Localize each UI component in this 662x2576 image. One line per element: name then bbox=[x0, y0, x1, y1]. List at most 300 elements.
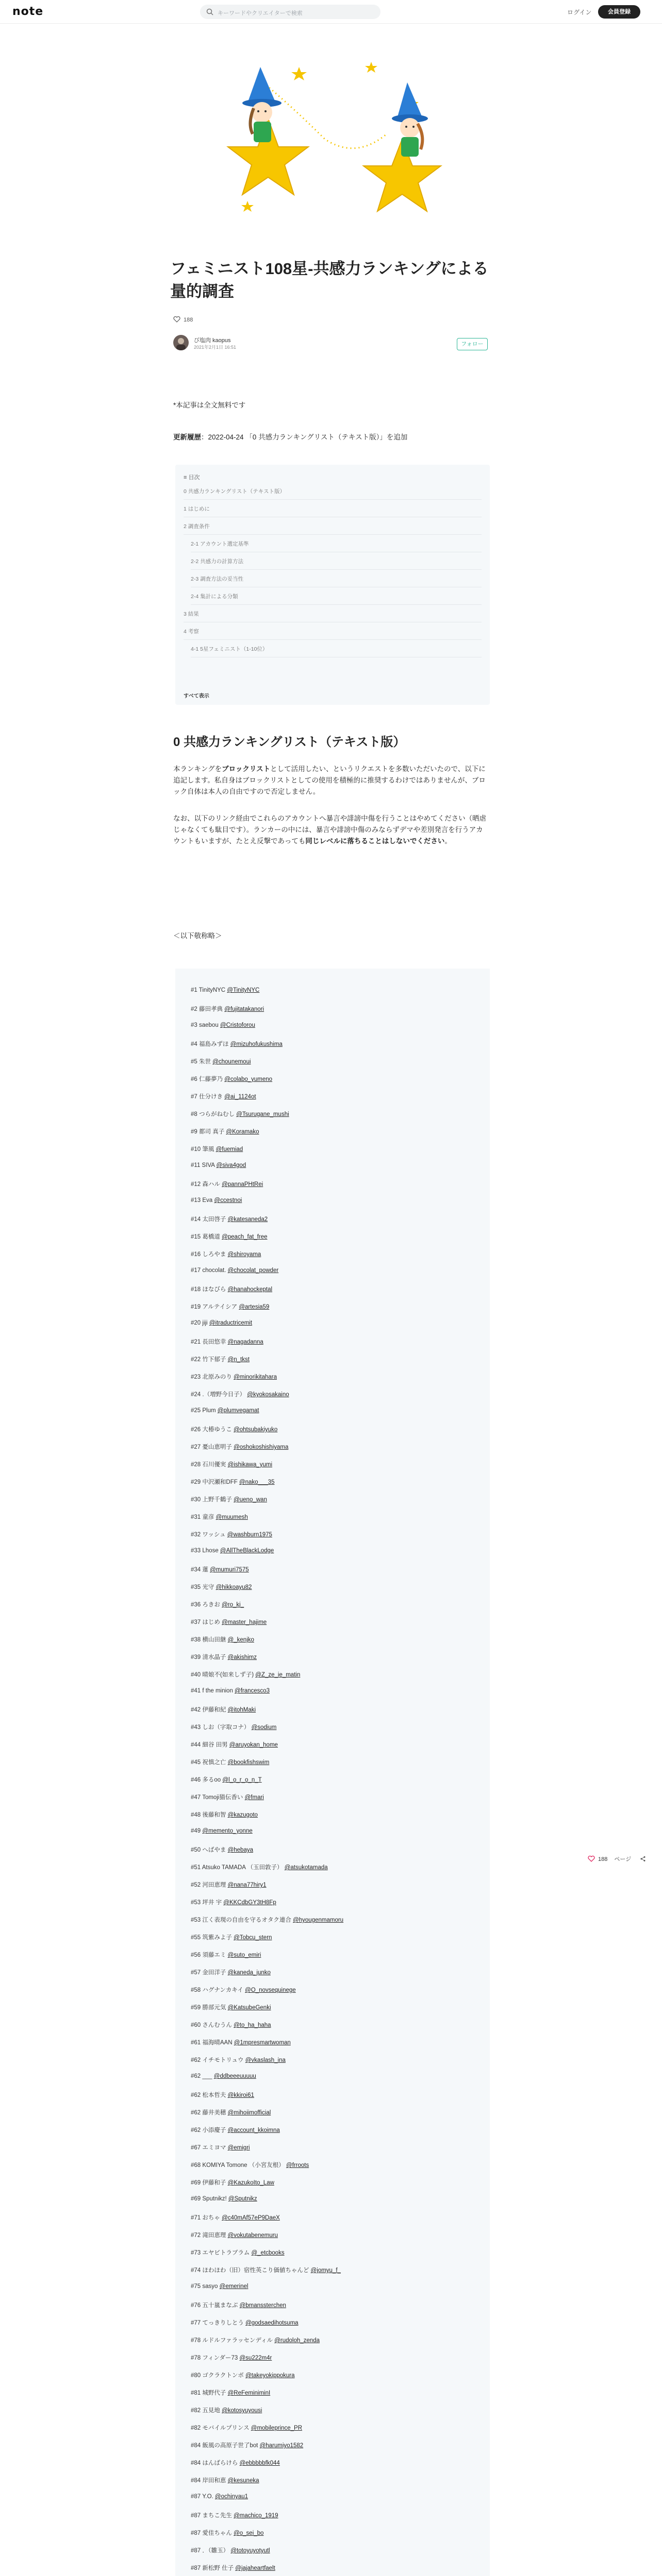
account-handle-link[interactable]: @KatsubeGenki bbox=[227, 2005, 271, 2011]
account-handle-link[interactable]: @fuemiad bbox=[216, 1146, 243, 1153]
rank-number: #87 bbox=[191, 2565, 203, 2571]
ranking-row bbox=[191, 1495, 267, 1503]
ranking-row bbox=[191, 2353, 272, 2362]
account-handle-link[interactable]: @O_novsequinege bbox=[245, 1987, 296, 1993]
account-name: 勝部元気 bbox=[202, 2005, 228, 2011]
account-name: ほなびら bbox=[202, 1286, 228, 1293]
rank-number: #84 bbox=[191, 2460, 203, 2466]
rank-number: #30 bbox=[191, 1497, 203, 1503]
account-handle-link[interactable]: @nana77hiry1 bbox=[227, 1882, 267, 1888]
account-name: 光守 bbox=[202, 1584, 216, 1590]
toc-item[interactable]: 3 結果 bbox=[184, 610, 482, 622]
floating-like-button[interactable]: 188 bbox=[588, 1856, 607, 1862]
ranking-row bbox=[191, 1302, 269, 1311]
rank-number: #4 bbox=[191, 1041, 199, 1047]
ranking-row bbox=[191, 1968, 271, 1976]
ranking-row bbox=[191, 1670, 300, 1679]
account-name: 葛橋道 bbox=[202, 1234, 222, 1240]
account-name: 新松野 仕子 bbox=[202, 2565, 236, 2571]
note-logo[interactable]: note bbox=[12, 5, 44, 18]
rank-number: #15 bbox=[191, 1234, 203, 1240]
account-name: 小添慶子 bbox=[202, 2127, 228, 2133]
rank-number: #75 bbox=[191, 2283, 203, 2290]
ranking-row bbox=[191, 2143, 250, 2151]
search-input[interactable] bbox=[200, 5, 380, 19]
account-handle-link[interactable]: @totoyuyotyutl bbox=[230, 2548, 270, 2554]
article-title: フェミニスト108星-共感力ランキングによる量的調査 bbox=[170, 260, 489, 300]
account-name: エミヨマ bbox=[202, 2145, 228, 2151]
rank-number: #18 bbox=[191, 1286, 203, 1293]
account-name: 松本哲夫 bbox=[202, 2092, 228, 2098]
account-name: 多るoo bbox=[202, 1777, 223, 1783]
account-name: しろやま bbox=[202, 1251, 228, 1258]
toc-show-all-button[interactable]: すべて表示 bbox=[184, 693, 209, 699]
signup-button[interactable]: 会員登録 bbox=[598, 5, 640, 19]
account-handle-link[interactable]: @TinityNYC bbox=[227, 987, 260, 993]
account-name: 童彦 bbox=[202, 1514, 216, 1520]
ranking-row bbox=[191, 1705, 256, 1714]
account-handle-link[interactable]: @ebbbbbfk044 bbox=[239, 2460, 280, 2466]
account-handle-link[interactable]: @ohtsubakiyuko bbox=[234, 1427, 278, 1433]
account-name: 須藤エミ bbox=[202, 1952, 228, 1958]
ranking-row bbox=[191, 1372, 277, 1381]
account-name: 竹下郁子 bbox=[202, 1357, 228, 1363]
rank-number: #61 bbox=[191, 2040, 203, 2046]
account-handle-link[interactable]: @ccestnoi bbox=[214, 1197, 242, 1204]
rank-number: #53 bbox=[191, 1900, 203, 1906]
ranking-row bbox=[191, 1758, 269, 1766]
account-handle-link[interactable]: @o_sei_bo bbox=[234, 2530, 264, 2536]
account-handle-link[interactable]: @sodium bbox=[251, 1724, 277, 1731]
ranking-row bbox=[191, 2371, 295, 2379]
account-name: Tomoji猫伝香い bbox=[202, 1794, 245, 1801]
toc-title[interactable]: ≡ 目次 bbox=[184, 474, 200, 481]
ranking-row bbox=[191, 2301, 286, 2309]
account-handle-link[interactable]: @hanahockeptal bbox=[227, 1286, 273, 1293]
rank-number: #7 bbox=[191, 1094, 199, 1100]
ranking-row bbox=[191, 1092, 256, 1100]
ranking-row bbox=[191, 2213, 280, 2222]
account-name: Eva bbox=[202, 1197, 214, 1204]
rank-number: #44 bbox=[191, 1742, 203, 1748]
account-name: ワッシュ bbox=[202, 1532, 227, 1538]
top-navigation-bar bbox=[0, 0, 662, 24]
account-handle-link[interactable]: @n_tkst bbox=[227, 1357, 250, 1363]
account-handle-link[interactable]: @harumiyo1582 bbox=[259, 2443, 304, 2449]
rank-number: #62 bbox=[191, 2057, 203, 2063]
account-handle-link[interactable]: @itohMaki bbox=[227, 1707, 256, 1713]
account-handle-link[interactable]: @suto_emiri bbox=[227, 1952, 261, 1958]
account-handle-link[interactable]: @Cristoforou bbox=[220, 1022, 255, 1028]
floating-action-bar bbox=[588, 1855, 646, 1863]
rank-number: #50 bbox=[191, 1847, 203, 1853]
rank-number: #84 bbox=[191, 2443, 203, 2449]
ranking-row bbox=[191, 2266, 341, 2274]
ranking-row bbox=[191, 1127, 259, 1136]
ranking-row bbox=[191, 2108, 271, 2116]
rank-number: #16 bbox=[191, 1251, 203, 1258]
toc-item[interactable]: 2-3 調査方法の妥当性 bbox=[191, 575, 482, 587]
rank-number: #12 bbox=[191, 1181, 203, 1188]
account-handle-link[interactable]: @kesuneka bbox=[227, 2478, 259, 2484]
rank-number: #72 bbox=[191, 2232, 203, 2239]
rank-number: #42 bbox=[191, 1707, 203, 1713]
follow-button[interactable]: フォロー bbox=[457, 338, 488, 350]
account-handle-link[interactable]: @kaneda_junko bbox=[227, 1970, 271, 1976]
account-handle-link[interactable]: @ishikawa_yumi bbox=[227, 1462, 273, 1468]
rank-number: #62 bbox=[191, 2110, 203, 2116]
account-name: イチモトリュウ bbox=[202, 2057, 245, 2063]
account-name: しお（字取コナ） bbox=[202, 1724, 252, 1731]
rank-number: #9 bbox=[191, 1129, 199, 1135]
account-handle-link[interactable]: @kyokosakaino bbox=[247, 1392, 289, 1398]
account-handle-link[interactable]: @frroots bbox=[286, 2162, 309, 2168]
ranking-row bbox=[191, 1986, 296, 1994]
ranking-row bbox=[191, 1530, 272, 1538]
rank-number: #22 bbox=[191, 1357, 203, 1363]
account-name: 伊藤和子 bbox=[202, 2180, 228, 2186]
account-name: jiji bbox=[202, 1320, 209, 1326]
rank-number: #6 bbox=[191, 1076, 199, 1082]
ranking-row bbox=[191, 1460, 272, 1468]
share-icon[interactable] bbox=[640, 1856, 646, 1862]
account-handle-link[interactable]: @kazugoto bbox=[227, 1812, 258, 1818]
ranking-row bbox=[191, 2406, 262, 2414]
account-name: ほわほわ（旧）宿性英こり価値ちゃんど bbox=[202, 2267, 311, 2274]
account-handle-link[interactable]: @nako___35 bbox=[239, 1479, 275, 1485]
account-handle-link[interactable]: @Koramako bbox=[226, 1129, 259, 1135]
ranking-row bbox=[191, 2161, 309, 2169]
account-handle-link[interactable]: @Z_ze_ie_matin bbox=[255, 1672, 301, 1678]
ranking-row bbox=[191, 2178, 274, 2187]
account-name: .（増野今日子） bbox=[202, 1392, 247, 1398]
rank-number: #71 bbox=[191, 2215, 203, 2221]
account-handle-link[interactable]: @emerinel bbox=[219, 2283, 249, 2290]
rank-number: #56 bbox=[191, 1952, 203, 1958]
account-handle-link[interactable]: @AllTheBlackLodge bbox=[220, 1548, 274, 1554]
account-name: 後藤和智 bbox=[202, 1812, 228, 1818]
rank-number: #43 bbox=[191, 1724, 203, 1731]
account-handle-link[interactable]: @mizuhofukushima bbox=[230, 1041, 283, 1047]
ranking-row bbox=[191, 1775, 262, 1784]
account-handle-link[interactable]: @su222m4r bbox=[239, 2355, 272, 2361]
rank-number: #49 bbox=[191, 1828, 203, 1834]
account-handle-link[interactable]: @siva4god bbox=[216, 1162, 246, 1168]
account-handle-link[interactable]: @jajaheartfaelt bbox=[235, 2565, 275, 2571]
account-name: 五十嵐まなぶ bbox=[202, 2302, 240, 2309]
account-handle-link[interactable]: @aruyokan_home bbox=[229, 1742, 278, 1748]
ranking-row bbox=[191, 1267, 278, 1274]
toc-item[interactable]: 2-4 集計による分類 bbox=[191, 592, 482, 605]
ranking-row bbox=[191, 2564, 275, 2572]
account-handle-link[interactable]: @account_kkoimna bbox=[227, 2127, 280, 2133]
rank-number: #60 bbox=[191, 2022, 203, 2028]
rank-number: #69 bbox=[191, 2180, 203, 2186]
account-handle-link[interactable]: @memento_yonne bbox=[202, 1828, 253, 1834]
ranking-row bbox=[191, 2091, 254, 2099]
rank-number: #33 bbox=[191, 1548, 203, 1554]
rank-number: #74 bbox=[191, 2267, 203, 2274]
ranking-row bbox=[191, 1583, 252, 1591]
ranking-row bbox=[191, 1408, 259, 1414]
toc-item[interactable]: 2 調査条件 bbox=[184, 522, 482, 535]
account-handle-link[interactable]: @washburn1975 bbox=[227, 1532, 272, 1538]
account-name: 河田恵理 bbox=[202, 1882, 228, 1888]
ranking-row bbox=[191, 1145, 243, 1153]
ranking-row bbox=[191, 987, 259, 993]
account-handle-link[interactable]: @hyougenmamoru bbox=[293, 1917, 344, 1923]
account-handle-link[interactable]: @to_ha_haha bbox=[234, 2022, 271, 2028]
account-handle-link[interactable]: @shiroyama bbox=[227, 1251, 261, 1258]
ranking-row bbox=[191, 1810, 258, 1819]
ranking-row bbox=[191, 2511, 278, 2519]
account-handle-link[interactable]: @atsukotamada bbox=[284, 1865, 328, 1871]
hero-illustration bbox=[170, 46, 492, 237]
rank-number: #87 bbox=[191, 2548, 203, 2554]
account-name: てっきりしとう bbox=[202, 2320, 246, 2326]
account-name: ルドルファラッセンディル bbox=[202, 2337, 275, 2344]
account-handle-link[interactable]: @francesco3 bbox=[235, 1688, 270, 1694]
ranking-row bbox=[191, 1040, 283, 1048]
account-handle-link[interactable]: @plumvegamat bbox=[217, 1408, 259, 1414]
ranking-row bbox=[191, 1600, 244, 1608]
ranking-row bbox=[191, 2318, 299, 2327]
account-handle-link[interactable]: @ro_ki_ bbox=[222, 1602, 244, 1608]
rank-number: #69 bbox=[191, 2196, 203, 2202]
rank-number: #51 bbox=[191, 1865, 202, 1871]
rank-number: #73 bbox=[191, 2250, 203, 2256]
rank-number: #78 bbox=[191, 2337, 203, 2344]
account-handle-link[interactable]: @itraductricemit bbox=[209, 1320, 253, 1326]
account-handle-link[interactable]: @_kenjko bbox=[227, 1637, 254, 1643]
ranking-row bbox=[191, 1635, 254, 1643]
rank-number: #59 bbox=[191, 2005, 203, 2011]
rank-number: #82 bbox=[191, 2425, 203, 2431]
rank-number: #87 bbox=[191, 2530, 203, 2536]
account-name: 仁藤夢乃 bbox=[199, 1076, 225, 1082]
ranking-row bbox=[191, 1355, 250, 1363]
account-handle-link[interactable]: @kotosyuyousi bbox=[222, 2408, 262, 2414]
account-name: 清水晶子 bbox=[202, 1654, 228, 1660]
account-name: モバイルプリンス bbox=[202, 2425, 251, 2431]
account-handle-link[interactable]: @fmari bbox=[244, 1794, 264, 1801]
account-handle-link[interactable]: @vkaslash_ina bbox=[245, 2057, 286, 2063]
rank-number: #36 bbox=[191, 1602, 203, 1608]
account-handle-link[interactable]: @1mpresmartwoman bbox=[234, 2040, 291, 2046]
account-handle-link[interactable]: @_etcbooks bbox=[251, 2250, 285, 2256]
ranking-list bbox=[175, 969, 490, 2576]
account-name: エヤビトラブラム bbox=[202, 2250, 252, 2256]
rank-number: #78 bbox=[191, 2355, 203, 2361]
account-name: フィンダー73 bbox=[202, 2355, 240, 2361]
account-handle-link[interactable]: @ochinyau1 bbox=[214, 2494, 249, 2500]
ranking-row bbox=[191, 1548, 274, 1554]
rank-number: #46 bbox=[191, 1777, 203, 1783]
account-handle-link[interactable]: @fujitatakanori bbox=[224, 1006, 264, 1012]
account-handle-link[interactable]: @chocolat_powder bbox=[227, 1267, 279, 1274]
rank-number: #77 bbox=[191, 2320, 203, 2326]
login-link[interactable]: ログイン bbox=[567, 9, 592, 16]
rank-number: #29 bbox=[191, 1479, 203, 1485]
account-handle-link[interactable]: @c40mAf57eP9DaeX bbox=[222, 2215, 280, 2221]
rank-number: #13 bbox=[191, 1197, 203, 1204]
account-name: 朱世 bbox=[199, 1059, 213, 1065]
toc-item[interactable]: 4-1 5星フェミニスト（1-10位） bbox=[191, 645, 482, 657]
account-handle-link[interactable]: @mobileprince_PR bbox=[251, 2425, 303, 2431]
ranking-row bbox=[191, 1425, 277, 1433]
search-icon bbox=[206, 8, 213, 15]
ranking-row bbox=[191, 2441, 303, 2449]
toc-item[interactable]: 2-1 アカウント選定基準 bbox=[191, 540, 482, 552]
ranking-row bbox=[191, 1232, 268, 1241]
account-handle-link[interactable]: @ai_1124ot bbox=[224, 1094, 256, 1100]
rank-number: #26 bbox=[191, 1427, 203, 1433]
account-handle-link[interactable]: @rudoloh_zenda bbox=[274, 2337, 320, 2344]
toc-item[interactable]: 4 考察 bbox=[184, 628, 482, 640]
ranking-row bbox=[191, 1898, 276, 1906]
rank-number: #47 bbox=[191, 1794, 203, 1801]
author-name[interactable]: び塩肉 kaopus bbox=[194, 337, 231, 344]
ranking-row bbox=[191, 1828, 253, 1834]
account-name: 藤井美穂 bbox=[202, 2110, 228, 2116]
account-handle-link[interactable]: @master_hajime bbox=[222, 1619, 267, 1625]
account-name: 蓮 bbox=[202, 1567, 210, 1573]
account-handle-link[interactable]: @katesaneda2 bbox=[227, 1216, 268, 1223]
account-name: 五見地 bbox=[202, 2408, 222, 2414]
ranking-row bbox=[191, 1723, 276, 1731]
account-handle-link[interactable]: @minorikitahara bbox=[234, 1374, 277, 1380]
account-name: 金田洋子 bbox=[202, 1970, 228, 1976]
account-handle-link[interactable]: @ReFeminiminI bbox=[227, 2390, 271, 2396]
account-handle-link[interactable]: @hikkoayu82 bbox=[216, 1584, 252, 1590]
account-name: アルテイシア bbox=[202, 1304, 239, 1310]
like-count: 188 bbox=[184, 317, 193, 323]
ranking-row bbox=[191, 1005, 264, 1013]
account-name: はんばらけら bbox=[202, 2460, 240, 2466]
account-handle-link[interactable]: @mihoiimofficial bbox=[227, 2110, 271, 2116]
account-handle-link[interactable]: @ueno_wan bbox=[234, 1497, 267, 1503]
ranking-row bbox=[191, 1180, 263, 1188]
account-handle-link[interactable]: @vokutabenemuru bbox=[227, 2232, 278, 2239]
account-handle-link[interactable]: @bmanssterchen bbox=[239, 2302, 286, 2309]
ranking-row bbox=[191, 1478, 275, 1486]
account-name: ___ bbox=[202, 2073, 214, 2079]
ranking-row bbox=[191, 1443, 288, 1451]
account-name: 筑紫みよ子 bbox=[202, 1935, 234, 1941]
ranking-row bbox=[191, 1337, 263, 1346]
ranking-row bbox=[191, 1320, 252, 1326]
account-handle-link[interactable]: @KazukoIto_Law bbox=[227, 2180, 274, 2186]
account-handle-link[interactable]: @Tsurugane_mushi bbox=[236, 1111, 289, 1117]
ranking-row bbox=[191, 2038, 291, 2046]
account-handle-link[interactable]: @colabo_yumeno bbox=[224, 1076, 273, 1082]
account-handle-link[interactable]: @mumuri7575 bbox=[210, 1567, 249, 1573]
avatar[interactable] bbox=[173, 335, 189, 350]
ranking-row bbox=[191, 2494, 248, 2500]
ranking-row bbox=[191, 2196, 257, 2202]
paragraph: 本ランキングをブロックリストとして活用したい、というリクエストを多数いただいたので、以下に追記します。私自身はブロックリストとしての使用を積極的に推奨するわけではありませんが、ブロック自体は本人の自由ですので否定しません。 bbox=[173, 765, 486, 795]
account-name: SIVA bbox=[202, 1162, 217, 1168]
article-like-count[interactable] bbox=[173, 316, 193, 323]
rank-number: #76 bbox=[191, 2302, 203, 2309]
account-handle-link[interactable]: @artesia59 bbox=[239, 1304, 270, 1310]
account-handle-link[interactable]: @bookfishswim bbox=[227, 1759, 270, 1766]
heart-icon bbox=[588, 1856, 595, 1862]
rank-number: #24 bbox=[191, 1392, 203, 1398]
account-handle-link[interactable]: @emigri bbox=[227, 2145, 250, 2151]
account-handle-link[interactable]: @godsaedihotsuma bbox=[245, 2320, 299, 2326]
rank-number: #31 bbox=[191, 1514, 203, 1520]
free-notice: *本記事は全文無料です bbox=[173, 401, 246, 409]
account-handle-link[interactable]: @pannaPHtRei bbox=[222, 1181, 263, 1188]
account-handle-link[interactable]: @KKCdbGY3tH8Fp bbox=[223, 1900, 276, 1906]
account-handle-link[interactable]: @Tobcu_stern bbox=[234, 1935, 272, 1941]
toc-item[interactable]: 2-2 共感力の計算方法 bbox=[191, 557, 482, 570]
rank-number: #3 bbox=[191, 1022, 199, 1028]
toc-item[interactable]: 1 はじめに bbox=[184, 505, 482, 517]
rank-number: #27 bbox=[191, 1444, 203, 1450]
account-name: 上野千鶴子 bbox=[202, 1497, 234, 1503]
account-name: Lhose bbox=[202, 1548, 220, 1554]
account-name: まちこ先生 bbox=[202, 2513, 234, 2519]
account-handle-link[interactable]: @machico_1919 bbox=[234, 2513, 278, 2519]
ranking-row bbox=[191, 1880, 267, 1889]
account-handle-link[interactable]: @kkiroi61 bbox=[227, 2092, 254, 2098]
toc-item[interactable]: 0 共感力ランキングリスト（テキスト版） bbox=[184, 487, 482, 500]
account-handle-link[interactable]: @akishimz bbox=[227, 1654, 257, 1660]
ranking-row bbox=[191, 2073, 256, 2079]
update-label: 更新履歴 bbox=[173, 433, 201, 441]
rank-number: #38 bbox=[191, 1637, 203, 1643]
ranking-row bbox=[191, 1688, 270, 1694]
account-handle-link[interactable]: @peach_fat_free bbox=[222, 1234, 268, 1240]
account-name: 滝田恵理 bbox=[202, 2232, 228, 2239]
account-name: 福島みずほ bbox=[199, 1041, 230, 1047]
account-name: 都司 真子 bbox=[199, 1129, 226, 1135]
ranking-row bbox=[191, 1740, 278, 1749]
ranking-row bbox=[191, 1390, 289, 1398]
rank-number: #80 bbox=[191, 2372, 203, 2379]
account-name: 城野代子 bbox=[202, 2390, 228, 2396]
account-handle-link[interactable]: @oshokoshishiyama bbox=[234, 1444, 289, 1450]
ranking-row bbox=[191, 2424, 302, 2432]
account-handle-link[interactable]: @nagadanna bbox=[227, 1339, 263, 1345]
account-handle-link[interactable]: @ddbeeeuuuuu bbox=[213, 2073, 256, 2079]
account-handle-link[interactable]: @l_o_r_o_n_T bbox=[222, 1777, 262, 1783]
account-handle-link[interactable]: @hebaya bbox=[227, 1847, 253, 1853]
account-handle-link[interactable]: @takeyokippokura bbox=[245, 2372, 295, 2379]
account-name: 石川優実 bbox=[202, 1462, 228, 1468]
account-name: 坪井 宇 bbox=[202, 1900, 224, 1906]
rank-number: #32 bbox=[191, 1532, 203, 1538]
account-name: Sputnikz! bbox=[202, 2196, 228, 2202]
rank-number: #87 bbox=[191, 2513, 203, 2519]
ranking-row bbox=[191, 2388, 270, 2397]
account-handle-link[interactable]: @muumesh bbox=[216, 1514, 248, 1520]
floating-page-label[interactable]: ページ bbox=[614, 1856, 632, 1862]
account-name: saebou bbox=[199, 1022, 220, 1028]
account-name: Plum bbox=[202, 1408, 218, 1414]
account-handle-link[interactable]: @jomyu_f_ bbox=[310, 2267, 341, 2274]
account-name: 江く表現の自由を守るオタク連合 bbox=[202, 1917, 293, 1923]
avatar-image bbox=[173, 335, 189, 350]
account-name: chocolat. bbox=[202, 1267, 228, 1274]
account-name: f the minion bbox=[202, 1688, 235, 1694]
account-handle-link[interactable]: @chounemoui bbox=[212, 1059, 251, 1065]
account-handle-link[interactable]: @Sputnikz bbox=[228, 2196, 257, 2202]
account-name: ．（雛玉） bbox=[202, 2548, 231, 2554]
rank-number: #84 bbox=[191, 2478, 203, 2484]
